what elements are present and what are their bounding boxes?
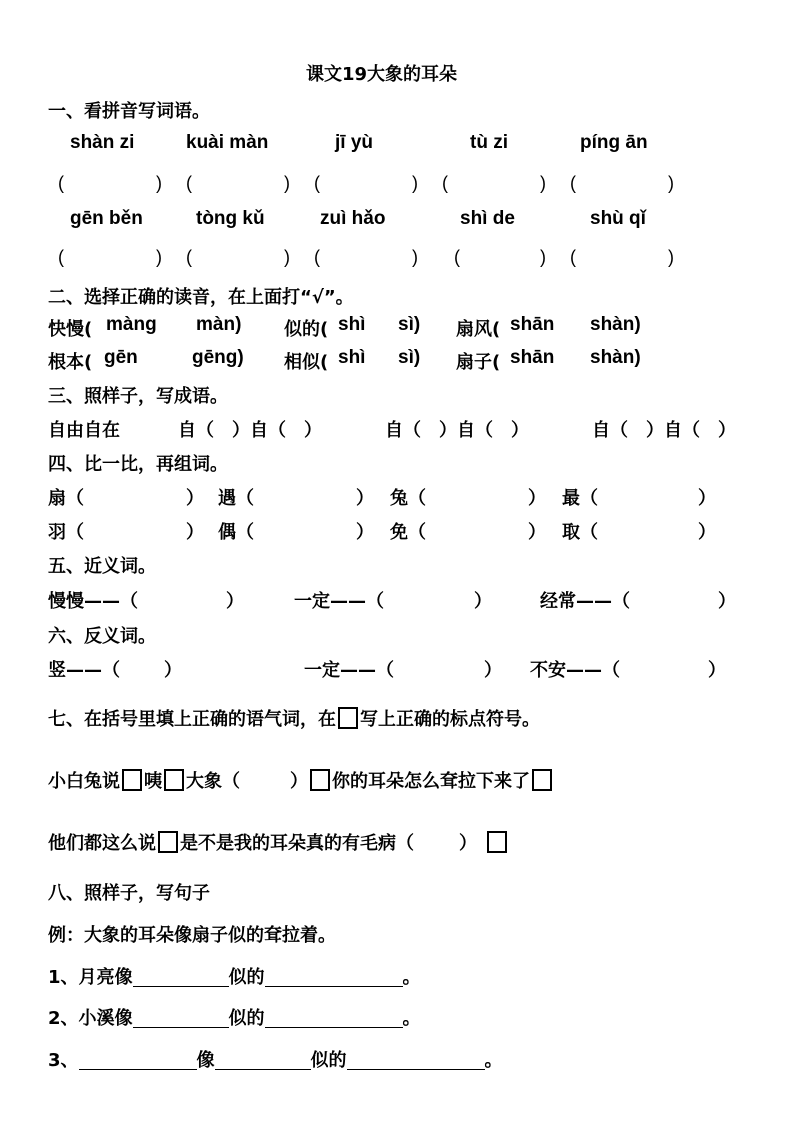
paren-open: ( xyxy=(186,173,192,193)
choice-option[interactable]: shàn) xyxy=(590,314,641,335)
pinyin-item: shì de xyxy=(460,208,515,229)
pinyin-item: shù qǐ xyxy=(590,208,646,229)
compare-close: ） xyxy=(698,488,716,509)
sentence-text: ） xyxy=(459,833,477,854)
section-3-heading: 三、照样子，写成语。 xyxy=(48,386,228,407)
paren-close: ) xyxy=(284,247,290,267)
compare-item: 兔（ xyxy=(390,488,426,509)
pinyin-item: tù zi xyxy=(470,132,508,153)
antonym-item: 竖——（ xyxy=(48,660,120,681)
idiom-blank[interactable]: 自（ ）自（ ） xyxy=(385,420,529,441)
synonym-close: ） xyxy=(226,591,244,612)
paren-open: ( xyxy=(454,247,460,267)
sentence-text: 他们都这么说 xyxy=(48,833,156,854)
paren-close: ) xyxy=(156,247,162,267)
paren-open: ( xyxy=(570,247,576,267)
compare-item: 最（ xyxy=(562,488,598,509)
idiom-blank[interactable]: 自（ ）自（ ） xyxy=(592,420,736,441)
paren-close: ) xyxy=(156,173,162,193)
paren-close: ) xyxy=(540,173,546,193)
compare-item: 扇（ xyxy=(48,488,84,509)
answer-blank[interactable] xyxy=(79,1049,197,1070)
compare-close: ） xyxy=(698,522,716,543)
section-8-heading: 八、照样子，写句子 xyxy=(48,883,210,904)
compare-close: ） xyxy=(356,488,374,509)
sentence-text: 似的 xyxy=(228,967,265,988)
compare-close: ） xyxy=(528,488,546,509)
section-2-heading: 二、选择正确的读音，在上面打“√”。 xyxy=(48,287,354,308)
answer-blank[interactable] xyxy=(133,966,229,987)
sentence-text: 。 xyxy=(402,967,421,988)
punctuation-box-sample xyxy=(338,707,358,729)
antonym-close: ） xyxy=(708,660,726,681)
paren-close: ) xyxy=(412,247,418,267)
compare-close: ） xyxy=(356,522,374,543)
sentence-text: 小白兔说 xyxy=(48,771,120,792)
paren-open: ( xyxy=(186,247,192,267)
synonym-close: ） xyxy=(474,591,492,612)
choice-option[interactable]: sì) xyxy=(398,314,421,335)
compare-close: ） xyxy=(186,522,204,543)
choice-word: 似的( xyxy=(284,319,329,340)
sentence-text: 大象（ xyxy=(186,771,240,792)
pinyin-item: zuì hǎo xyxy=(320,208,386,229)
sentence-text: 。 xyxy=(402,1008,421,1029)
paren-open: ( xyxy=(442,173,448,193)
answer-blank[interactable] xyxy=(265,966,403,987)
idiom-example: 自由自在 xyxy=(48,420,120,441)
sentence-line-2 xyxy=(48,829,509,855)
choice-word: 扇风( xyxy=(456,319,501,340)
section-6-heading: 六、反义词。 xyxy=(48,626,156,647)
answer-blank[interactable] xyxy=(265,1007,403,1028)
choice-option[interactable]: shān xyxy=(510,347,555,368)
answer-blank[interactable] xyxy=(347,1049,485,1070)
sentence-text: 你的耳朵怎么耷拉下来了 xyxy=(332,771,530,792)
pinyin-item: shàn zi xyxy=(70,132,135,153)
punctuation-box[interactable] xyxy=(164,769,184,791)
compare-item: 遇（ xyxy=(218,488,254,509)
synonym-item: 一定——（ xyxy=(294,591,384,612)
punctuation-box[interactable] xyxy=(158,831,178,853)
choice-option[interactable]: sì) xyxy=(398,347,421,368)
sentence-text: 像 xyxy=(196,1050,215,1071)
choice-option[interactable]: shì xyxy=(338,347,366,368)
pinyin-item: píng ān xyxy=(580,132,648,153)
choice-option[interactable]: gēng) xyxy=(192,347,244,368)
synonym-item: 慢慢——（ xyxy=(48,591,138,612)
sentence-line-1 xyxy=(48,767,554,793)
example-sentence: 例：大象的耳朵像扇子似的耷拉着。 xyxy=(48,925,336,946)
section-5-heading: 五、近义词。 xyxy=(48,556,156,577)
choice-option[interactable]: shì xyxy=(338,314,366,335)
pinyin-item: tòng kǔ xyxy=(196,208,265,229)
choice-option[interactable]: màng xyxy=(106,314,157,335)
synonym-close: ） xyxy=(718,591,736,612)
punctuation-box[interactable] xyxy=(310,769,330,791)
answer-blank[interactable] xyxy=(215,1049,311,1070)
choice-word: 相似( xyxy=(284,352,329,373)
pinyin-item: jī yù xyxy=(335,132,374,153)
compare-item: 偶（ xyxy=(218,522,254,543)
punctuation-box[interactable] xyxy=(532,769,552,791)
sentence-text: 似的 xyxy=(310,1050,347,1071)
paren-close: ) xyxy=(412,173,418,193)
choice-option[interactable]: màn) xyxy=(196,314,242,335)
antonym-close: ） xyxy=(164,660,182,681)
antonym-item: 一定——（ xyxy=(304,660,394,681)
compare-item: 免（ xyxy=(390,522,426,543)
paren-open: ( xyxy=(58,247,64,267)
idiom-blank[interactable]: 自（ ）自（ ） xyxy=(178,420,322,441)
compare-close: ） xyxy=(528,522,546,543)
antonym-close: ） xyxy=(484,660,502,681)
question-2 xyxy=(48,1004,421,1030)
paren-open: ( xyxy=(314,173,320,193)
sentence-text: 是不是我的耳朵真的有毛病（ xyxy=(180,833,414,854)
section-7-heading-b: 写上正确的标点符号。 xyxy=(360,709,540,730)
section-7-heading-a: 七、在括号里填上正确的语气词，在 xyxy=(48,709,336,730)
sentence-text: 似的 xyxy=(228,1008,265,1029)
paren-close: ) xyxy=(284,173,290,193)
choice-word: 快慢( xyxy=(48,319,93,340)
synonym-item: 经常——（ xyxy=(540,591,630,612)
section-7-heading xyxy=(48,705,540,731)
section-4-heading: 四、比一比，再组词。 xyxy=(48,454,228,475)
sentence-text: 咦 xyxy=(144,771,162,792)
sentence-text: 。 xyxy=(484,1050,503,1071)
choice-option[interactable]: shàn) xyxy=(590,347,641,368)
question-3 xyxy=(48,1046,503,1072)
compare-item: 取（ xyxy=(562,522,598,543)
choice-option[interactable]: shān xyxy=(510,314,555,335)
punctuation-box[interactable] xyxy=(122,769,142,791)
paren-close: ) xyxy=(540,247,546,267)
answer-blank[interactable] xyxy=(133,1007,229,1028)
paren-close: ) xyxy=(668,247,674,267)
choice-word: 扇子( xyxy=(456,352,501,373)
section-1-heading: 一、看拼音写词语。 xyxy=(48,101,210,122)
sentence-text: ） xyxy=(290,771,308,792)
paren-open: ( xyxy=(58,173,64,193)
antonym-item: 不安——（ xyxy=(530,660,620,681)
punctuation-box[interactable] xyxy=(487,831,507,853)
choice-option[interactable]: gēn xyxy=(104,347,138,368)
choice-word: 根本( xyxy=(48,352,93,373)
pinyin-item: gēn běn xyxy=(70,208,143,229)
sentence-text: 2、小溪像 xyxy=(48,1008,133,1029)
compare-item: 羽（ xyxy=(48,522,84,543)
compare-close: ） xyxy=(186,488,204,509)
paren-open: ( xyxy=(570,173,576,193)
pinyin-item: kuài màn xyxy=(186,132,269,153)
paren-open: ( xyxy=(314,247,320,267)
question-1 xyxy=(48,963,421,989)
sentence-text: 3、 xyxy=(48,1050,79,1071)
paren-close: ) xyxy=(668,173,674,193)
page-title: 课文19大象的耳朵 xyxy=(306,64,458,85)
sentence-text: 1、月亮像 xyxy=(48,967,133,988)
